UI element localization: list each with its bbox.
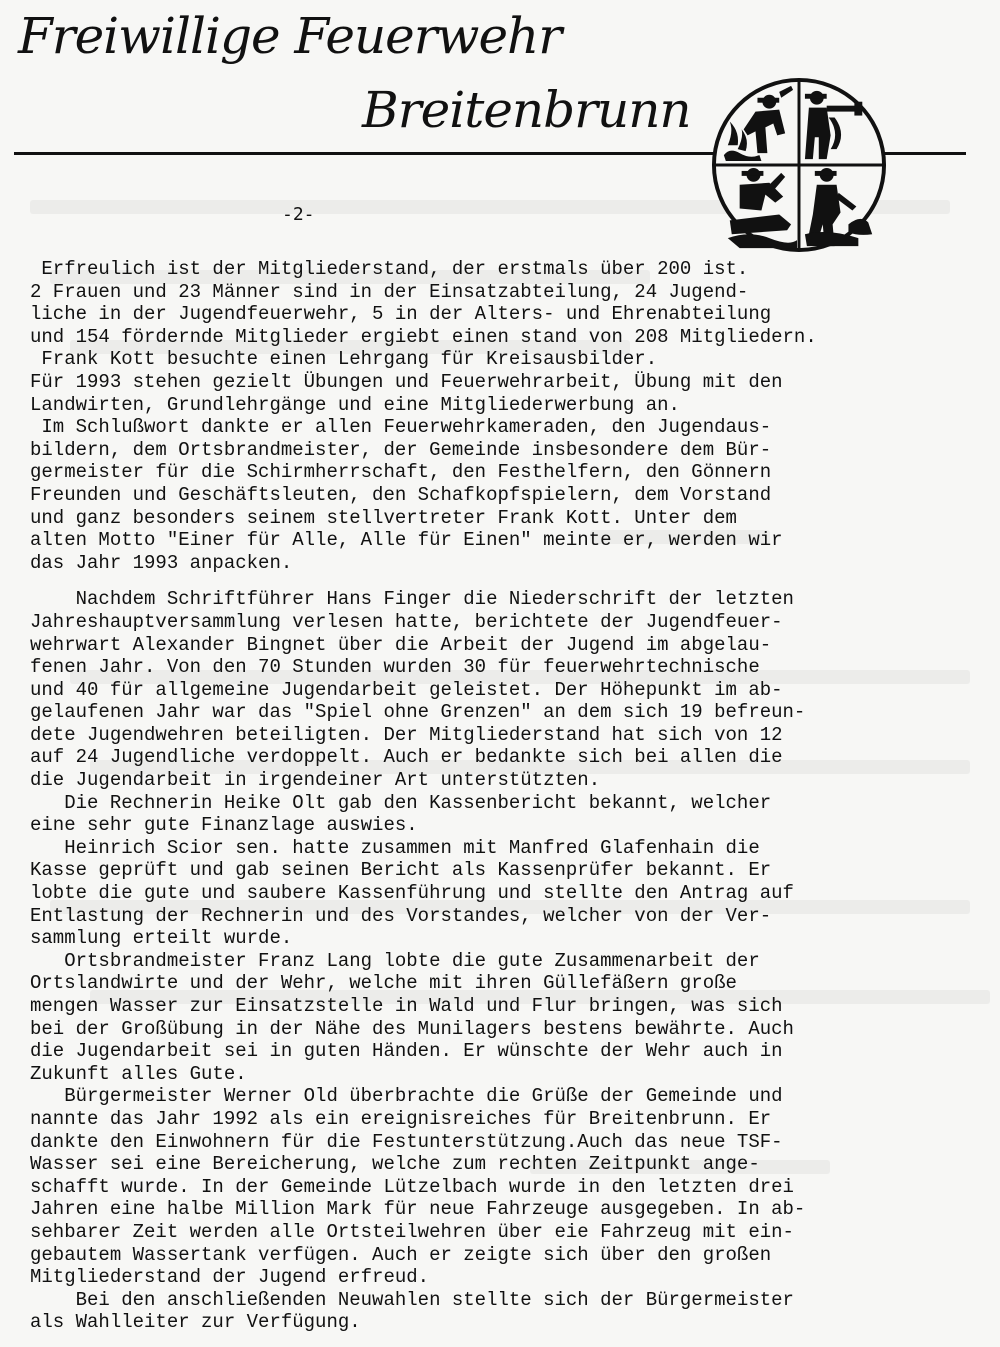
text-line: Jahren eine halbe Million Mark für neue Fahrzeuge ausgegeben. In ab- <box>30 1198 806 1221</box>
text-line: Wasser sei eine Bereicherung, welche zum rechten Zeitpunkt ange- <box>30 1153 760 1176</box>
article-body <box>30 258 998 1334</box>
text-line: Freunden und Geschäftsleuten, den Schafkopfspielern, dem Vorstand <box>30 483 772 506</box>
text-line: Bei den anschließenden Neuwahlen stellte sich der Bürgermeister <box>30 1288 794 1311</box>
text-line: und 154 fördernde Mitglieder ergiebt einen stand von 208 Mitgliedern. <box>30 325 817 348</box>
page-number: -2- <box>282 204 315 225</box>
text-line: und 40 für allgemeine Jugendarbeit geleistet. Der Höhepunkt im ab- <box>30 678 783 701</box>
text-line: eine sehr gute Finanzlage auswies. <box>30 814 418 837</box>
paragraph <box>30 258 998 574</box>
text-line: die Jugendarbeit in irgendeiner Art unterstützten. <box>30 769 601 792</box>
text-line: liche in der Jugendfeuerwehr, 5 in der Alters- und Ehrenabteilung <box>30 303 772 326</box>
text-line: Die Rechnerin Heike Olt gab den Kassenbericht bekannt, welcher <box>30 791 772 814</box>
text-line: Bürgermeister Werner Old überbrachte die Grüße der Gemeinde und <box>30 1085 783 1108</box>
text-line: sehbarer Zeit werden alle Ortsteilwehren über eie Fahrzeug mit ein- <box>30 1220 794 1243</box>
text-line: fenen Jahr. Von den 70 Stunden wurden 30 für feuerwehrtechnische <box>30 656 760 679</box>
text-line: Mitgliederstand der Jugend erfreud. <box>30 1266 430 1289</box>
paragraph-gap <box>30 574 998 588</box>
text-line: schafft wurde. In der Gemeinde Lützelbach wurde in den letzten drei <box>30 1175 794 1198</box>
text-line: mengen Wasser zur Einsatzstelle in Wald und Flur bringen, was sich <box>30 995 783 1017</box>
text-line: 2 Frauen und 23 Männer sind in der Einsatzabteilung, 24 Jugend- <box>30 280 749 303</box>
text-line: Entlastung der Rechnerin und des Vorstandes, welcher von der Ver- <box>30 904 772 927</box>
text-line: auf 24 Jugendliche verdoppelt. Auch er bedankte sich bei allen die <box>30 746 783 769</box>
text-line: die Jugendarbeit sei in guten Händen. Er wünschte der Wehr auch in <box>30 1040 783 1063</box>
text-line: gebautem Wassertank verfügen. Auch er zeigte sich über den großen <box>30 1243 772 1266</box>
text-line: wehrwart Alexander Bingnet über die Arbeit der Jugend im abgelau- <box>30 633 772 656</box>
text-line: Kasse geprüft und gab seinen Bericht als Kassenprüfer bekannt. Er <box>30 859 772 882</box>
text-line: Frank Kott besuchte einen Lehrgang für Kreisausbilder. <box>30 348 658 371</box>
text-line: Jahreshauptversammlung verlesen hatte, berichtete der Jugendfeuer- <box>30 610 783 633</box>
header-title-line2: Breitenbrunn <box>362 81 691 139</box>
text-line: Erfreulich ist der Mitgliederstand, der erstmals über 200 ist. <box>30 258 749 280</box>
text-line: sammlung erteilt wurde. <box>30 927 293 950</box>
text-line: Nachdem Schriftführer Hans Finger die Niederschrift der letzten <box>30 588 794 611</box>
text-line: als Wahlleiter zur Verfügung. <box>30 1311 361 1334</box>
text-line: Heinrich Scior sen. hatte zusammen mit Manfred Glafenhain die <box>30 836 760 859</box>
text-line: gelaufenen Jahr war das "Spiel ohne Grenzen" an dem sich 19 befreun- <box>30 701 806 724</box>
text-line: nannte das Jahr 1992 als ein ereignisreiches für Breitenbrunn. Er <box>30 1107 772 1130</box>
header-title-line1: Freiwillige Feuerwehr <box>18 7 562 65</box>
text-line: germeister für die Schirmherrschaft, den Festhelfern, den Gönnern <box>30 461 772 484</box>
firefighter-emblem-icon <box>710 76 888 254</box>
text-line: Zukunft alles Gute. <box>30 1062 247 1085</box>
text-line: Ortslandwirte und der Wehr, welche mit ihren Güllefäßern große <box>30 972 737 995</box>
text-line: das Jahr 1993 anpacken. <box>30 551 293 574</box>
text-line: Für 1993 stehen gezielt Übungen und Feuerwehrarbeit, Übung mit den <box>30 370 783 393</box>
text-line: und ganz besonders seinem stellvertreter Frank Kott. Unter dem <box>30 506 737 529</box>
text-line: dete Jugendwehren beteiligten. Der Mitgliederstand hat sich von 12 <box>30 723 783 746</box>
paragraph <box>30 588 998 1334</box>
text-line: bei der Großübung in der Nähe des Munilagers bestens bewährte. Auch <box>30 1017 794 1040</box>
text-line: dankte den Einwohnern für die Festunterstützung.Auch das neue TSF- <box>30 1130 783 1153</box>
text-line: lobte die gute und saubere Kassenführung und stellte den Antrag auf <box>30 882 794 905</box>
text-line: bildern, dem Ortsbrandmeister, der Gemeinde insbesondere dem Bür- <box>30 438 772 461</box>
text-line: Im Schlußwort dankte er allen Feuerwehrkameraden, den Jugendaus- <box>30 416 772 439</box>
text-line: Landwirten, Grundlehrgänge und eine Mitgliederwerbung an. <box>30 393 680 416</box>
text-line: Ortsbrandmeister Franz Lang lobte die gute Zusammenarbeit der <box>30 949 760 972</box>
text-line: alten Motto "Einer für Alle, Alle für Einen" meinte er, werden wir <box>30 529 783 552</box>
